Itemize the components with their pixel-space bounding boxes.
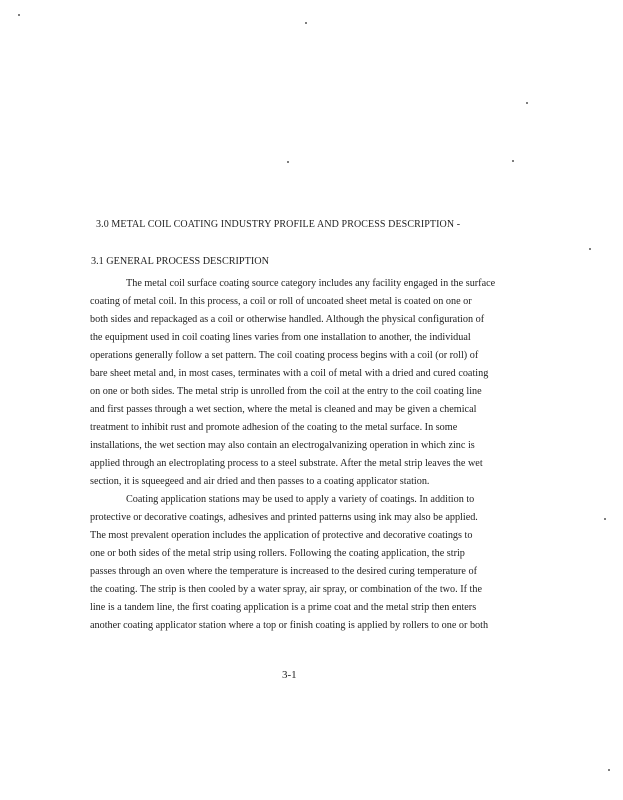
scan-speck — [287, 161, 289, 163]
scan-speck — [608, 769, 610, 771]
paragraph-line: both sides and repackaged as a coil or otherwise handled. Although the physical configuration of — [90, 314, 485, 325]
paragraph-line: treatment to inhibit rust and promote adhesion of the coating to the metal surface. In some — [90, 422, 458, 433]
paragraph-line: line is a tandem line, the first coating application is a prime coat and the metal strip then enters — [90, 602, 477, 613]
scan-speck — [512, 160, 514, 162]
paragraph-line: one or both sides of the metal strip using rollers. Following the coating application, the strip — [90, 548, 465, 559]
scan-speck — [589, 248, 591, 250]
paragraph-line: section, it is squeegeed and air dried and then passes to a coating applicator station. — [90, 476, 430, 487]
paragraph-line: passes through an oven where the temperature is increased to the desired curing temperature of — [90, 566, 477, 577]
paragraph-line: another coating applicator station where a top or finish coating is applied by rollers to one or both — [90, 620, 489, 631]
paragraph-line: and first passes through a wet section, where the metal is cleaned and may be given a chemical — [90, 404, 477, 415]
paragraph-line: applied through an electroplating process to a steel substrate. After the metal strip leaves the wet — [90, 458, 483, 469]
page-number: 3-1 — [282, 669, 297, 681]
section-heading: 3.1 GENERAL PROCESS DESCRIPTION — [91, 256, 269, 267]
paragraph-line: protective or decorative coatings, adhesives and printed patterns using ink may also be applied. — [90, 512, 478, 523]
paragraph-line: on one or both sides. The metal strip is unrolled from the coil at the entry to the coil coating line — [90, 386, 482, 397]
paragraph-line: The metal coil surface coating source category includes any facility engaged in the surface — [126, 278, 496, 289]
paragraph-line: The most prevalent operation includes the application of protective and decorative coatings to — [90, 530, 473, 541]
chapter-heading: 3.0 METAL COIL COATING INDUSTRY PROFILE AND PROCESS DESCRIPTION - — [96, 219, 461, 230]
scan-speck — [526, 102, 528, 104]
paragraph-line: the coating. The strip is then cooled by a water spray, air spray, or combination of the two. If the — [90, 584, 483, 595]
paragraph-line: bare sheet metal and, in most cases, terminates with a coil of metal with a dried and cured coating — [90, 368, 489, 379]
paragraph-line: coating of metal coil. In this process, a coil or roll of uncoated sheet metal is coated on one or — [90, 296, 472, 307]
paragraph-line: the equipment used in coil coating lines varies from one installation to another, the individual — [90, 332, 471, 343]
scan-speck — [18, 14, 20, 16]
scan-speck — [305, 22, 307, 24]
paragraph-line: Coating application stations may be used to apply a variety of coatings. In addition to — [126, 494, 475, 505]
paragraph-line: installations, the wet section may also contain an electrogalvanizing operation in which zinc is — [90, 440, 475, 451]
paragraph-line: operations generally follow a set pattern. The coil coating process begins with a coil (or roll) of — [90, 350, 479, 361]
scan-speck — [604, 518, 606, 520]
